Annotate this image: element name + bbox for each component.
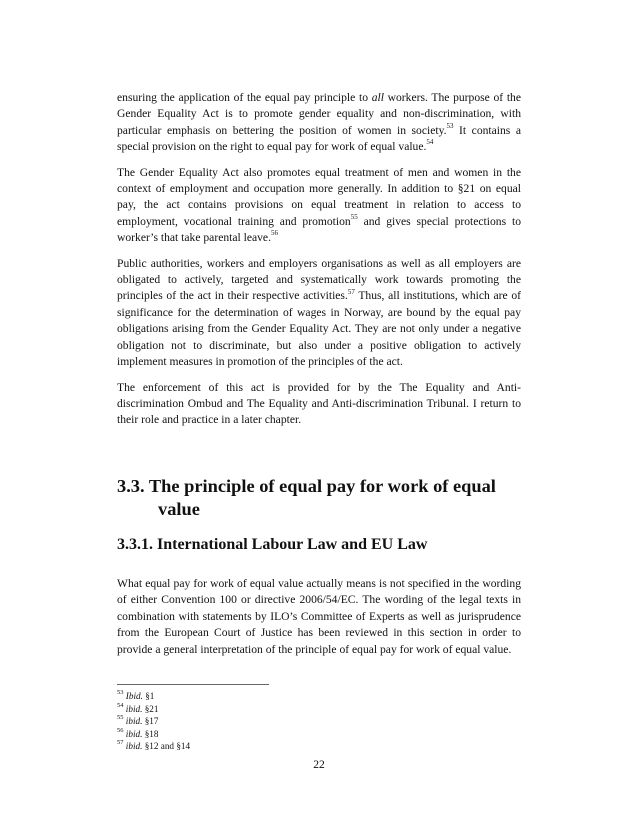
body-text-bottom bbox=[117, 576, 521, 667]
footnote-ref-57: 57 bbox=[347, 287, 355, 296]
footnote-ref: ibid. bbox=[125, 741, 143, 752]
paragraph-1-text-c: It contains a special provision on the right to equal pay for work of equal value. bbox=[117, 123, 521, 154]
footnote-number: 54 bbox=[117, 701, 124, 709]
footnote-separator bbox=[117, 684, 269, 685]
footnote-location: §12 and §14 bbox=[142, 741, 191, 752]
paragraph-3-text-b: Thus, all institutions, which are of significance for the determination of wages in Norway, are bound by the equal pay obligations arising from the Gender Equality Act. They are not only under a negative obligation not to discriminate, but also under a positive obligation to actively implement measures in promotion of the principles of the act. bbox=[117, 289, 521, 369]
footnote-ref-56: 56 bbox=[270, 229, 278, 238]
paragraph-3 bbox=[117, 256, 521, 371]
footnote-number: 57 bbox=[117, 739, 124, 747]
footnote-ref: ibid. bbox=[125, 716, 143, 727]
footnote-number: 53 bbox=[117, 688, 124, 696]
paragraph-1-emphasis: all bbox=[371, 91, 384, 104]
paragraph-1-text-b: workers. The purpose of the Gender Equality Act is to promote gender equality and non-discrimination, with particular emphasis on bettering the position of women in society. bbox=[117, 91, 521, 137]
footnote-location: §21 bbox=[142, 703, 159, 714]
footnote-location: §18 bbox=[142, 728, 159, 739]
section-title-line-1: The principle of equal pay for work of equal bbox=[148, 476, 496, 496]
paragraph-1 bbox=[117, 90, 521, 156]
section-number: 3.3. bbox=[117, 476, 145, 496]
paragraph-2-text-a: The Gender Equality Act also promotes equal treatment of men and women in the context of employment and occupation more generally. In addition to §21 on equal pay, the act contains provisions on equal treatment in relation to access to employment, vocational training and promotion bbox=[117, 165, 521, 228]
page-number: 22 bbox=[313, 758, 325, 771]
section-heading bbox=[117, 475, 527, 521]
paragraph-5: What equal pay for work of equal value actually means is not specified in the wording of either Convention 100 or directive 2006/54/EC. The wording of the legal texts in combination with statements by ILO’s Committee of Experts as well as jurisprudence from the European Court of Justice has been reviewed in this section in order to provide a general interpretation of the principle of equal pay for work of equal value. bbox=[117, 577, 521, 656]
paragraph-4: The enforcement of this act is provided for by the The Equality and Anti-discrimination Ombud and The Equality and Anti-discrimination Tribunal. I return to their role and practice in a later chapter. bbox=[117, 380, 521, 427]
footnote-ref-53: 53 bbox=[446, 121, 454, 130]
footnote-location: §17 bbox=[142, 716, 159, 727]
footnote-ref-55: 55 bbox=[350, 212, 358, 221]
paragraph-3-text-a: Public authorities, workers and employers organisations as well as all employers are obligated to actively, targeted and systematically work towards promoting the principles of the act in their respective activities. bbox=[117, 256, 521, 303]
footnotes bbox=[117, 690, 417, 753]
footnote-ref-54: 54 bbox=[426, 138, 434, 147]
section-title-line-2: value bbox=[158, 499, 200, 519]
footnote-54 bbox=[117, 703, 417, 716]
body-text-top bbox=[117, 90, 521, 438]
footnote-ref: Ibid. bbox=[125, 691, 143, 701]
footnote-ref: ibid. bbox=[125, 728, 143, 739]
paragraph-1-text-a: ensuring the application of the equal pay principle to bbox=[117, 91, 372, 104]
subsection-heading: 3.3.1. International Labour Law and EU Law bbox=[117, 536, 428, 553]
footnote-56 bbox=[117, 728, 417, 741]
footnote-location: §1 bbox=[142, 691, 155, 701]
paragraph-2 bbox=[117, 165, 521, 247]
footnote-57 bbox=[117, 740, 417, 753]
footnote-number: 56 bbox=[117, 726, 124, 734]
footnote-53 bbox=[117, 690, 417, 703]
footnote-55 bbox=[117, 715, 417, 728]
paragraph-2-text-b: and gives special protections to worker’s that take parental leave. bbox=[117, 214, 521, 245]
footnote-ref: ibid. bbox=[125, 703, 143, 714]
footnote-number: 55 bbox=[117, 714, 124, 722]
